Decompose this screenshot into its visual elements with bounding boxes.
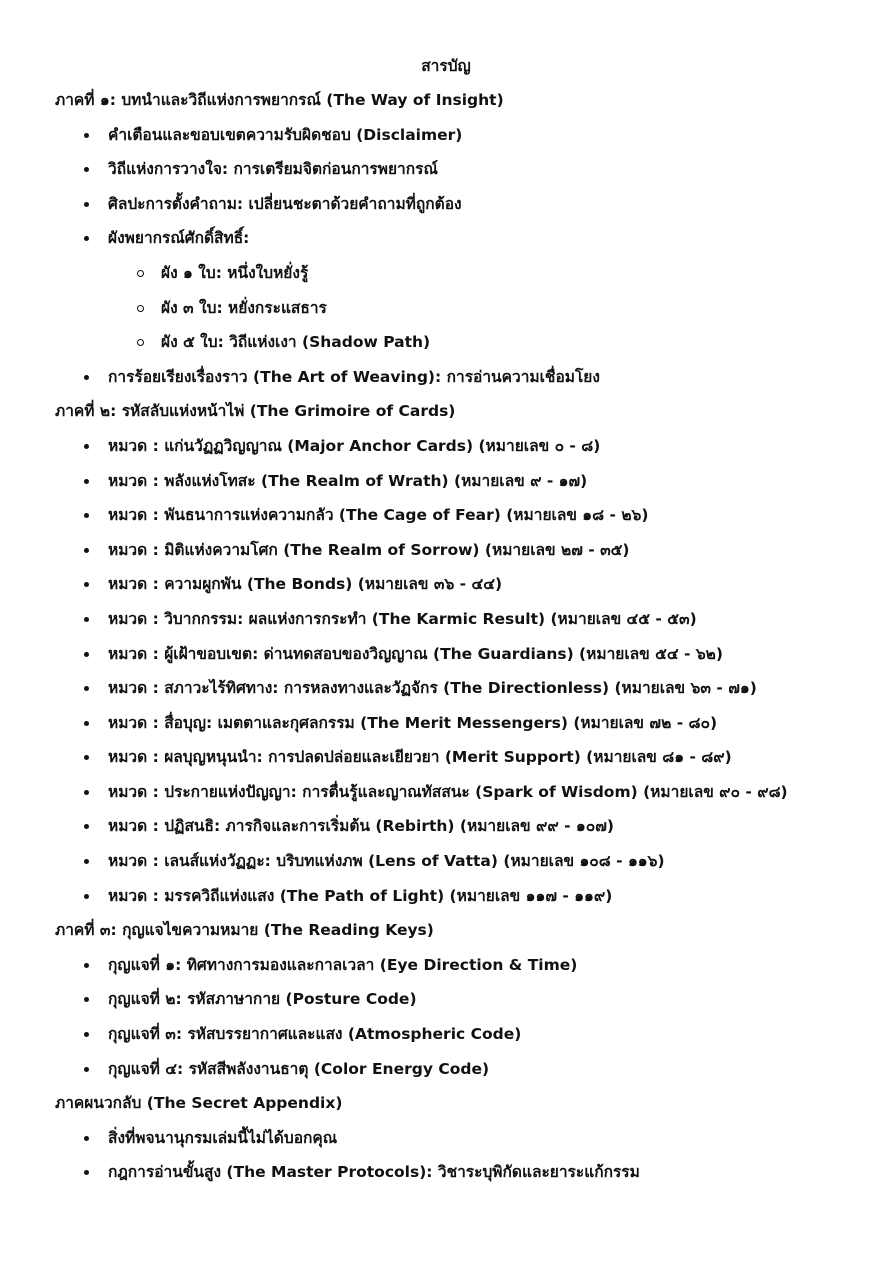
part-heading: ภาคที่ ๒: รหัสลับแห่งหน้าไพ่ (The Grimoire of Cards) [55, 402, 456, 421]
list-item: หมวด : สภาวะไร้ทิศทาง: การหลงทางและวัฏจักร (The Directionless) (หมายเลข ๖๓ - ๗๑) [55, 674, 885, 709]
list-item: หมวด : เลนส์แห่งวัฏฏะ: บริบทแห่งภพ (Lens of Vatta) (หมายเลข ๑๐๘ - ๑๑๖) [55, 847, 885, 882]
table-of-contents [55, 86, 885, 1193]
list-item: หมวด : ความผูกพัน (The Bonds) (หมายเลข ๓๖ - ๔๔) [55, 570, 885, 605]
list-item: หมวด : มิติแห่งความโศก (The Realm of Sorrow) (หมายเลข ๒๗ - ๓๕) [55, 536, 885, 571]
list-item: กุญแจที่ ๓: รหัสบรรยากาศและแสง (Atmospheric Code) [55, 1020, 885, 1055]
list-item: หมวด : พันธนาการแห่งความกลัว (The Cage of Fear) (หมายเลข ๑๘ - ๒๖) [55, 501, 885, 536]
list-item: หมวด : มรรควิถีแห่งแสง (The Path of Light) (หมายเลข ๑๑๗ - ๑๑๙) [55, 882, 885, 917]
list-item: ผังพยากรณ์ศักดิ์สิทธิ์: [55, 224, 885, 259]
list-item: หมวด : พลังแห่งโทสะ (The Realm of Wrath) (หมายเลข ๙ - ๑๗) [55, 467, 885, 502]
sub-list-item: ผัง ๓ ใบ: หยั่งกระแสธาร [55, 294, 885, 329]
list-item: หมวด : แก่นวัฏฏวิญญาณ (Major Anchor Cards) (หมายเลข ๐ - ๘) [55, 432, 885, 467]
list-item: หมวด : สื่อบุญ: เมตตาและกุศลกรรม (The Merit Messengers) (หมายเลข ๗๒ - ๘๐) [55, 709, 885, 744]
list-item: สิ่งที่พจนานุกรมเล่มนี้ไม่ได้บอกคุณ [55, 1124, 885, 1159]
list-item: หมวด : ประกายแห่งปัญญา: การตื่นรู้และญาณทัสสนะ (Spark of Wisdom) (หมายเลข ๙๐ - ๙๘) [55, 778, 885, 813]
list-item: กฎการอ่านขั้นสูง (The Master Protocols): วิชาระบุพิกัดและยาระแก้กรรม [55, 1158, 885, 1193]
list-item: วิถีแห่งการวางใจ: การเตรียมจิตก่อนการพยากรณ์ [55, 155, 885, 190]
list-item: การร้อยเรียงเรื่องราว (The Art of Weaving): การอ่านความเชื่อมโยง [55, 363, 885, 398]
list-item: กุญแจที่ ๑: ทิศทางการมองและกาลเวลา (Eye Direction & Time) [55, 951, 885, 986]
part-heading: ภาคที่ ๑: บทนำและวิถีแห่งการพยากรณ์ (The Way of Insight) [55, 91, 504, 109]
list-item: หมวด : ผู้เฝ้าขอบเขต: ด่านทดสอบของวิญญาณ (The Guardians) (หมายเลข ๕๔ - ๖๒) [55, 640, 885, 675]
list-item: กุญแจที่ ๒: รหัสภาษากาย (Posture Code) [55, 985, 885, 1020]
list-item: กุญแจที่ ๔: รหัสสีพลังงานธาตุ (Color Energy Code) [55, 1055, 885, 1090]
list-item: คำเตือนและขอบเขตความรับผิดชอบ (Disclaimer) [55, 121, 885, 156]
part-heading: ภาคผนวกลับ (The Secret Appendix) [55, 1094, 343, 1113]
list-item: หมวด : ผลบุญหนุนนำ: การปลดปล่อยและเยียวยา (Merit Support) (หมายเลข ๘๑ - ๘๙) [55, 743, 885, 778]
toc-title: สารบัญ [421, 57, 471, 75]
list-item: ศิลปะการตั้งคำถาม: เปลี่ยนชะตาด้วยคำถามที่ถูกต้อง [55, 190, 885, 225]
list-item: หมวด : ปฏิสนธิ: ภารกิจและการเริ่มต้น (Rebirth) (หมายเลข ๙๙ - ๑๐๗) [55, 812, 885, 847]
sub-list-item: ผัง ๑ ใบ: หนึ่งใบหยั่งรู้ [55, 259, 885, 294]
sub-list-item: ผัง ๕ ใบ: วิถีแห่งเงา (Shadow Path) [55, 328, 885, 363]
list-item: หมวด : วิบากกรรม: ผลแห่งการกระทำ (The Karmic Result) (หมายเลข ๔๕ - ๕๓) [55, 605, 885, 640]
part-heading: ภาคที่ ๓: กุญแจไขความหมาย (The Reading Keys) [55, 921, 434, 940]
